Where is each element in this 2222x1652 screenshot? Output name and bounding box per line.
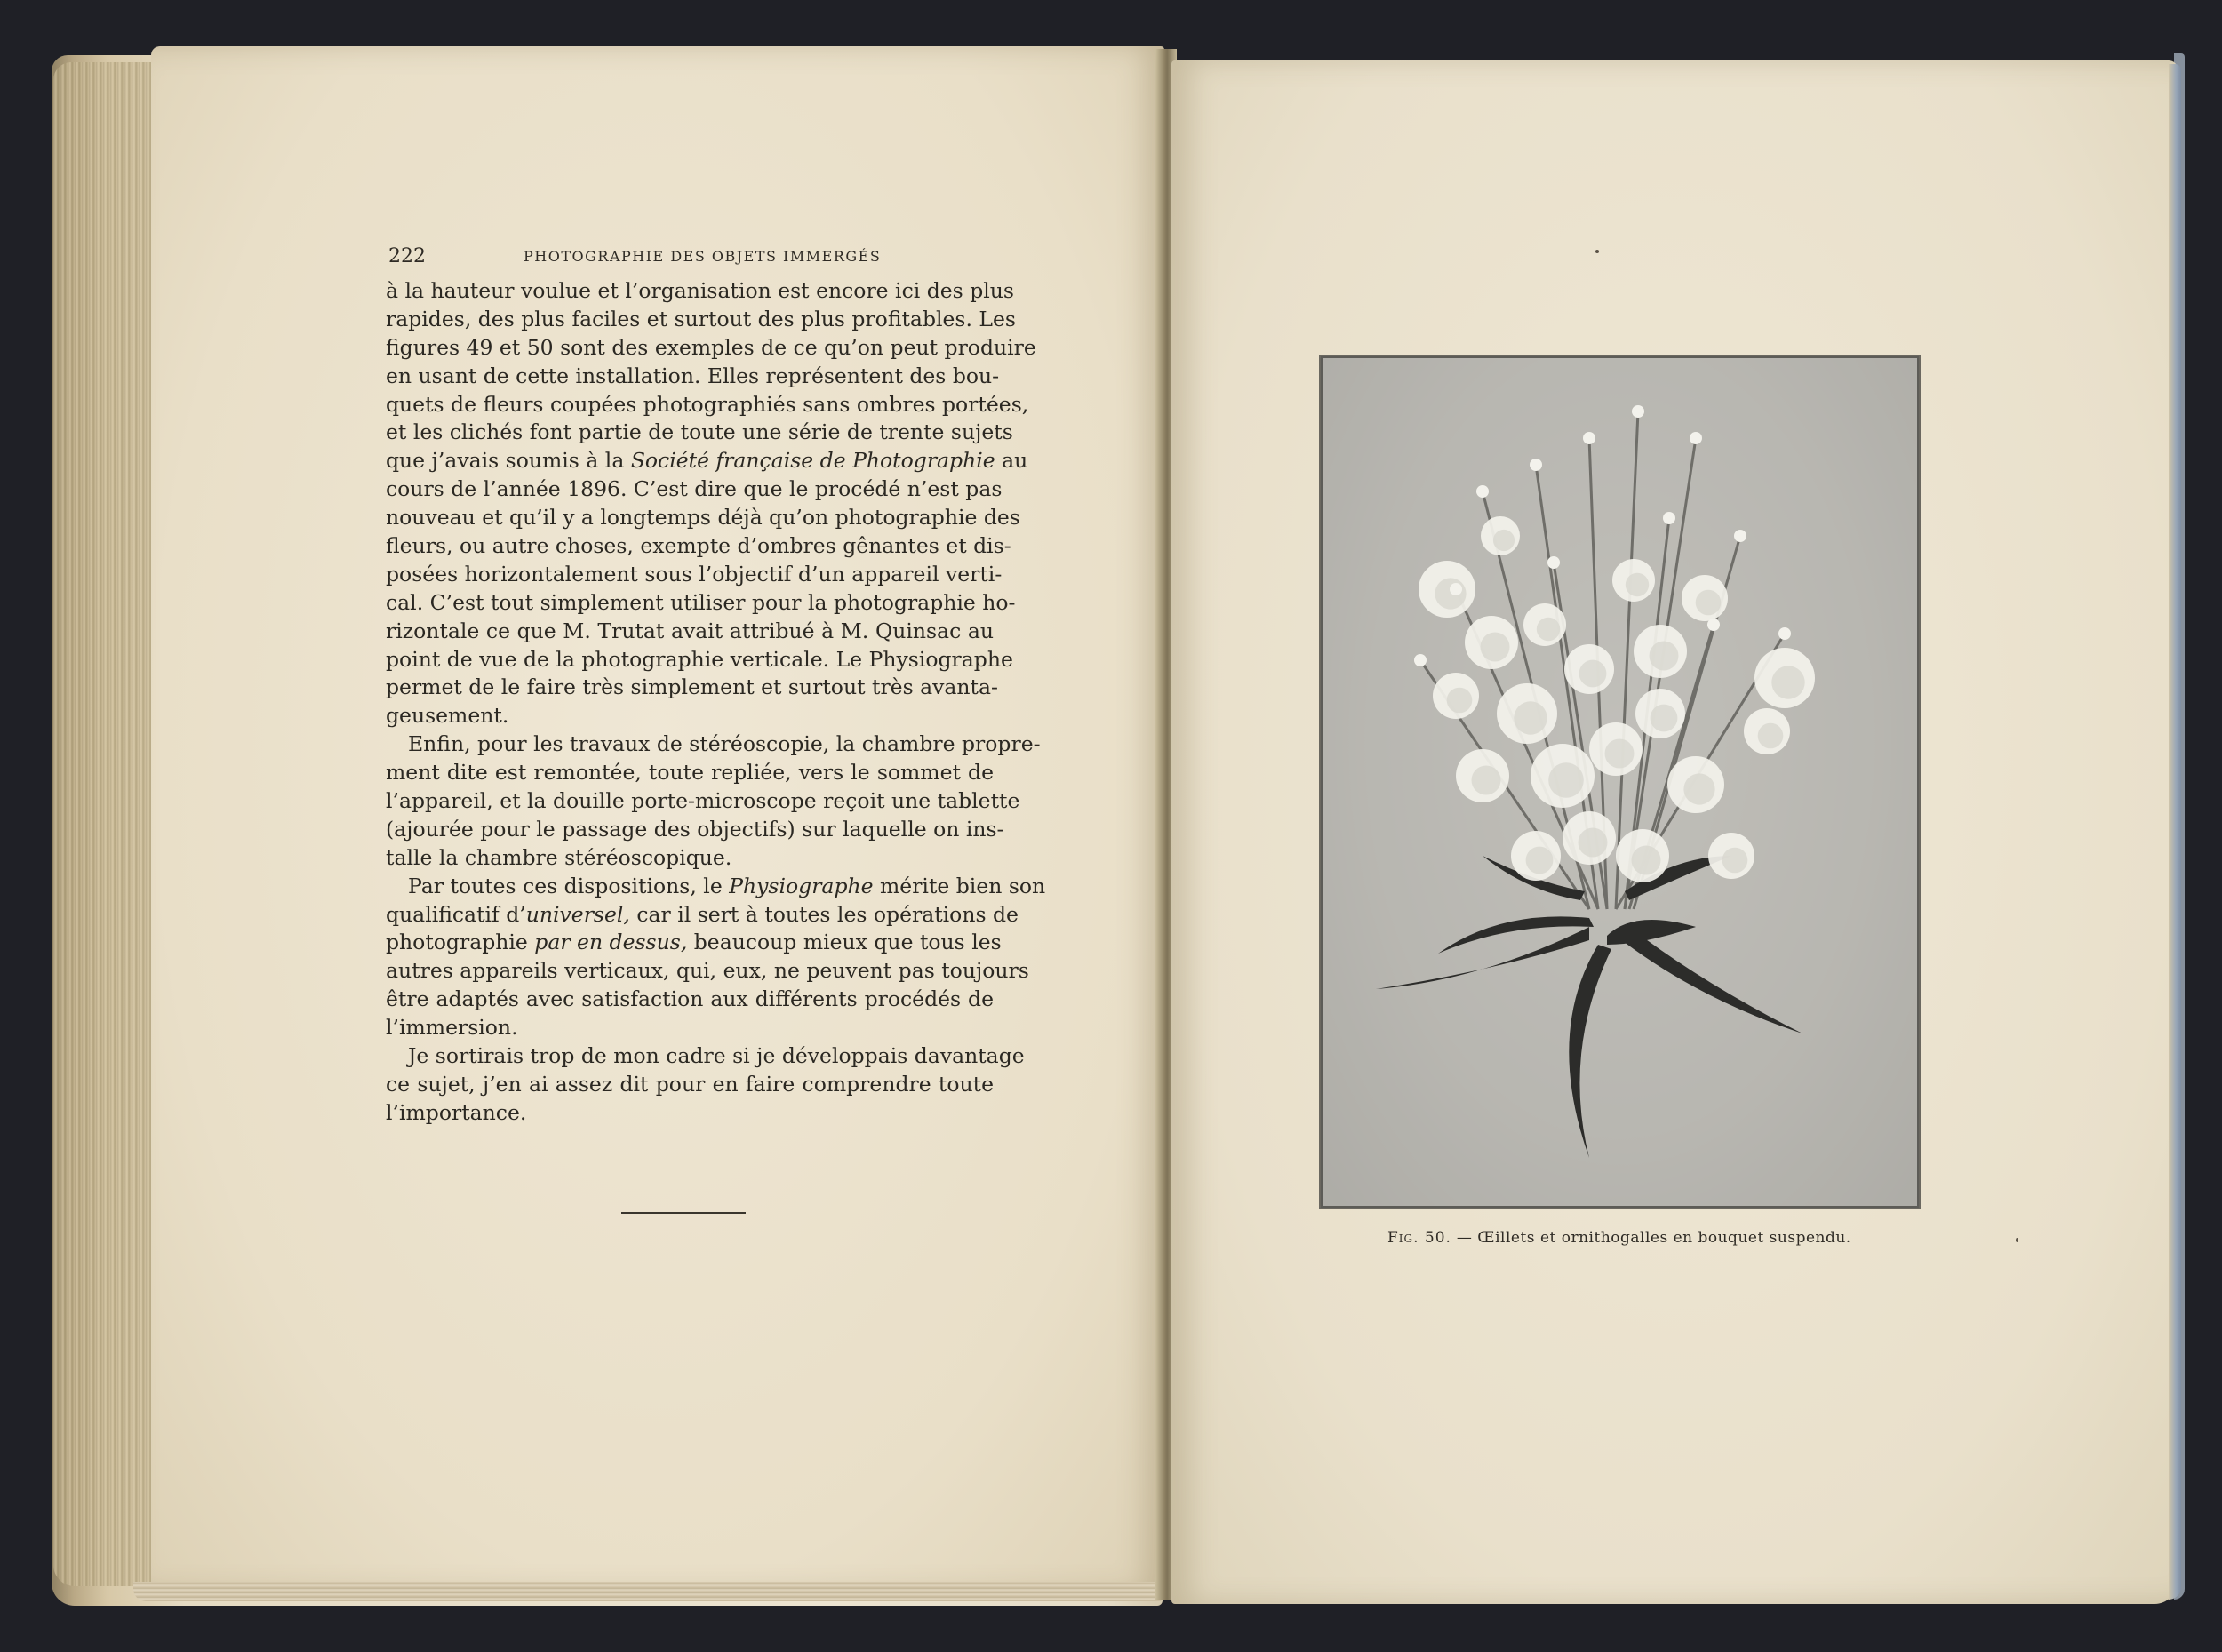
star-flower xyxy=(1547,556,1560,569)
text-line: l’appareil, et la douille porte-microscope reçoit une tablette xyxy=(386,788,1020,814)
text-run: Par toutes ces dispositions, le xyxy=(408,873,730,898)
carnation-shade xyxy=(1696,590,1722,616)
carnation-shade xyxy=(1579,828,1608,858)
text-line: fleurs, ou autre choses, exempte d’ombres gênantes et dis- xyxy=(386,533,1011,559)
carnation-shade xyxy=(1650,642,1679,671)
text-line: quets de fleurs coupées photographiés sans ombres portées, xyxy=(386,391,1029,417)
carnation-shade xyxy=(1651,705,1678,732)
figure-caption-text: — Œillets et ornithogalles en bouquet suspendu. xyxy=(1451,1229,1851,1247)
text-line: à la hauteur voulue et l’organisation est encore ici des plus xyxy=(386,278,1014,303)
text-run: qualificatif d’ xyxy=(386,901,526,927)
text-line: rapides, des plus faciles et surtout des plus profitables. Les xyxy=(386,306,1016,331)
page-edges-left xyxy=(53,62,151,1586)
text-line: figures 49 et 50 sont des exemples de ce qu’on peut produire xyxy=(386,334,1036,360)
italic-run: Société française de Photographie xyxy=(630,448,995,474)
figure-label: Fig. 50. xyxy=(1387,1229,1451,1247)
star-flower xyxy=(1632,405,1644,418)
carnation-shade xyxy=(1579,660,1607,688)
text-line xyxy=(386,901,1019,930)
text-run: que j’avais soumis à la xyxy=(386,448,631,474)
text-line: l’immersion. xyxy=(386,1015,518,1041)
carnation-shade xyxy=(1472,766,1501,795)
text-line: point de vue de la photographie verticale. Le Physiographe xyxy=(386,646,1013,672)
text-line: talle la chambre stéréoscopique. xyxy=(386,844,732,870)
text-line: (ajourée pour le passage des objectifs) sur laquelle on ins- xyxy=(386,816,1004,842)
text-line: rizontale ce que M. Trutat avait attribué à M. Quinsac au xyxy=(386,618,994,643)
italic-run: universel, xyxy=(525,901,630,927)
star-flower xyxy=(1778,627,1791,640)
text-line: cours de l’année 1896. C’est dire que le procédé n’est pas xyxy=(386,476,1003,502)
end-rule xyxy=(621,1212,746,1214)
star-flower xyxy=(1707,619,1720,631)
star-flower xyxy=(1414,654,1427,666)
page-edge-right xyxy=(2169,64,2181,1600)
carnation-shade xyxy=(1626,573,1649,596)
figure-plate xyxy=(1319,355,1921,1209)
text-line xyxy=(386,447,1028,475)
text-line: être adaptés avec satisfaction aux différents procédés de xyxy=(386,986,994,1012)
text-line: ment dite est remontée, toute repliée, vers le sommet de xyxy=(386,760,994,786)
text-line: Enfin, pour les travaux de stéréoscopie, la chambre propre- xyxy=(408,731,1041,757)
carnation-shade xyxy=(1722,848,1748,874)
carnation-shade xyxy=(1548,762,1584,798)
carnation-shade xyxy=(1632,846,1661,875)
star-flower xyxy=(1476,485,1489,498)
text-line: cal. C’est tout simplement utiliser pour la photographie ho- xyxy=(386,589,1016,615)
star-flower xyxy=(1690,432,1702,444)
star-flower xyxy=(1450,583,1462,595)
text-run: photographie xyxy=(386,930,535,955)
paper-speck xyxy=(2016,1238,2018,1242)
text-line: autres appareils verticaux, qui, eux, ne peuvent pas toujours xyxy=(386,958,1029,984)
carnation-shade xyxy=(1526,847,1554,874)
carnation-shade xyxy=(1605,739,1635,769)
text-line: en usant de cette installation. Elles représentent des bou- xyxy=(386,363,1000,388)
text-line: permet de le faire très simplement et surtout très avanta- xyxy=(386,674,998,700)
photo-background xyxy=(1323,358,1917,1206)
text-line: nouveau et qu’il y a longtemps déjà qu’on photographie des xyxy=(386,505,1020,531)
carnation-shade xyxy=(1514,701,1547,734)
text-line xyxy=(386,929,1002,957)
text-run: car il sert à toutes les opérations de xyxy=(629,901,1019,927)
running-head-title: PHOTOGRAPHIE DES OBJETS IMMERGÉS xyxy=(524,248,882,265)
star-flower xyxy=(1583,432,1595,444)
text-line xyxy=(386,873,1046,901)
carnation-shade xyxy=(1683,773,1714,804)
text-line: ce sujet, j’en ai assez dit pour en faire comprendre toute xyxy=(386,1071,994,1097)
text-line: Je sortirais trop de mon cadre si je développais davantage xyxy=(408,1043,1025,1069)
paper-speck xyxy=(1595,250,1599,253)
carnation-shade xyxy=(1447,688,1473,714)
page-number: 222 xyxy=(388,245,426,267)
carnation-shade xyxy=(1493,530,1515,551)
carnation-shade xyxy=(1758,723,1784,749)
star-flower xyxy=(1530,459,1542,471)
star-flower xyxy=(1663,512,1675,524)
carnation-shade xyxy=(1771,666,1804,698)
carnation-shade xyxy=(1537,618,1560,641)
text-run: mérite bien son xyxy=(873,873,1046,898)
body-text xyxy=(386,277,1046,1128)
text-line: et les clichés font partie de toute une série de trente sujets xyxy=(386,419,1013,445)
page-edges-bottom xyxy=(133,1582,1164,1601)
bouquet-illustration xyxy=(1323,358,1917,1206)
figure-caption xyxy=(1387,1229,1858,1247)
running-head xyxy=(388,245,993,275)
text-run: au xyxy=(995,448,1028,474)
carnation-shade xyxy=(1435,578,1466,609)
text-line: geusement. xyxy=(386,703,509,729)
text-line: l’importance. xyxy=(386,1099,527,1125)
text-run: beaucoup mieux que tous les xyxy=(687,930,1002,955)
carnation-shade xyxy=(1481,633,1510,662)
italic-run: Physiographe xyxy=(729,873,874,898)
star-flower xyxy=(1734,530,1746,542)
bouquet-photograph xyxy=(1323,358,1917,1206)
text-line: posées horizontalement sous l’objectif d’un appareil verti- xyxy=(386,561,1003,587)
italic-run: par en dessus, xyxy=(534,930,688,955)
